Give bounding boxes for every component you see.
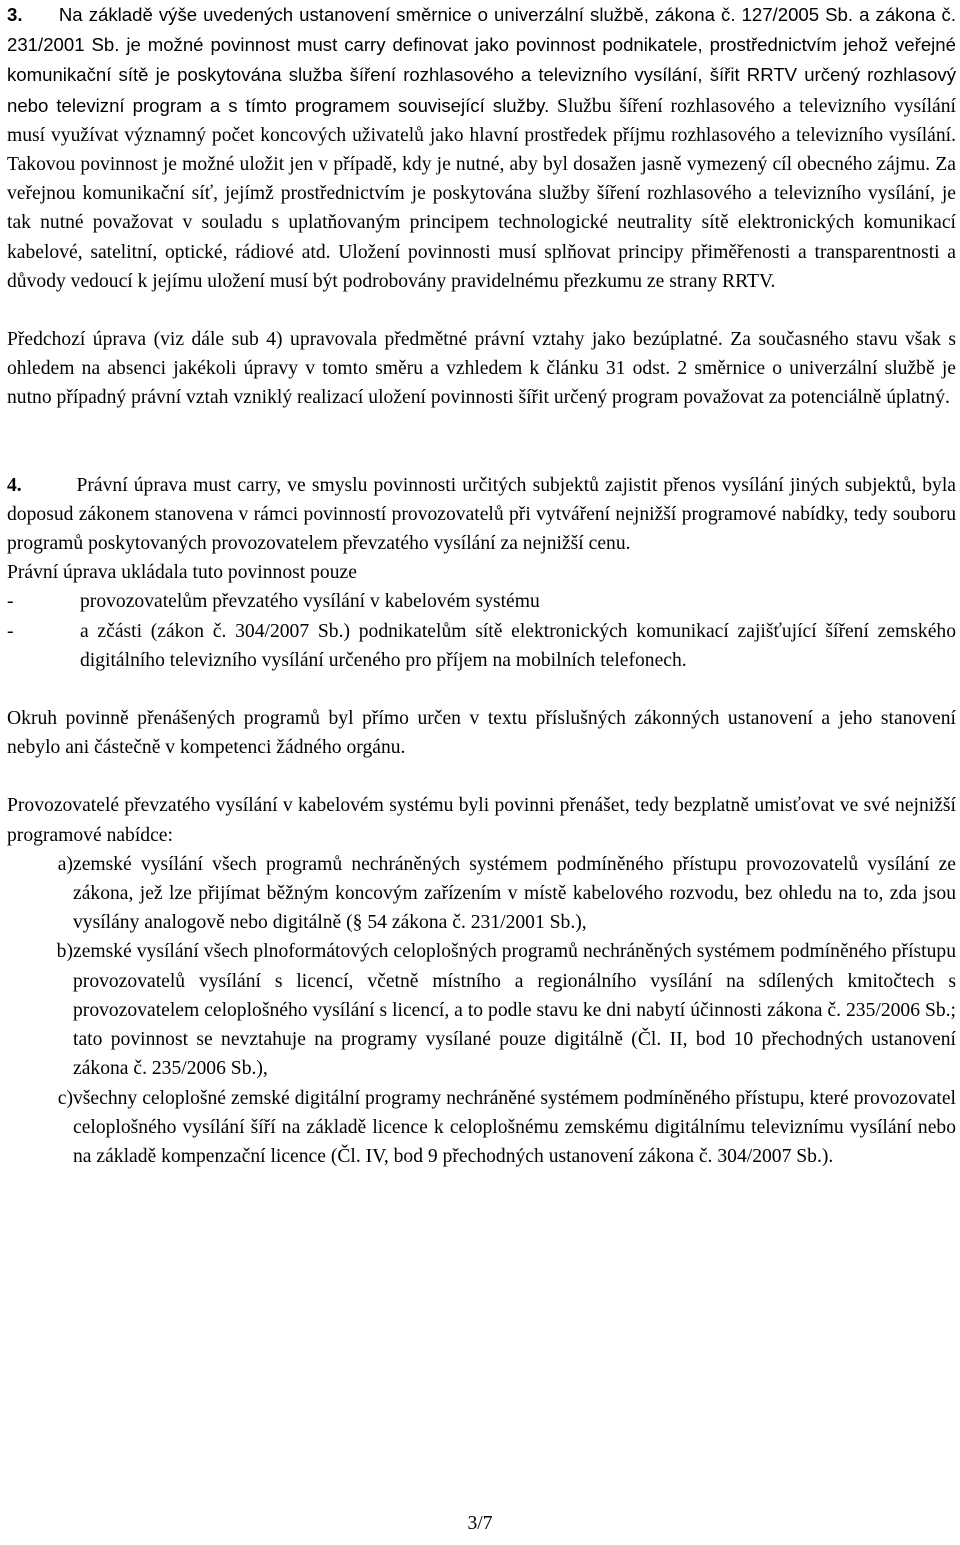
- section-4-list-intro: Právní úprava ukládala tuto povinnost pouze: [7, 562, 357, 584]
- list-item-text: zemské vysílání všech plnoformátových celoplošných programů nechráněných systémem podmíněného přístupu provozovatelů vysílání s licencí, včetně místního a regionálního vysílání na sdílených kmitočtech s provozovatelem celoplošného vysílání s licencí, a to podle stavu ke dni nabytí účinnosti zákona č. 235/2006 Sb.; tato povinnost se nevztahuje na programy vysílané pouze digitálně (Čl. II, bod 10 přechodných ustanovení zákona č. 235/2006 Sb.),: [73, 941, 956, 1080]
- list-item-text: a zčásti (zákon č. 304/2007 Sb.) podnikatelům sítě elektronických komunikací zajišťující šíření zemského digitálního televizního vysílání určeného pro příjem na mobilních telefonech.: [80, 620, 956, 671]
- section-3-serif-text-2: Za veřejnou komunikační síť, jejímž prostřednictvím je poskytována služby šíření rozhlasového a televizního vysílání, je tak nutné považovat v souladu s uplatňovaným principem technologické neutrality sítě elektronických komunikací kabelové, satelitní, optické, rádiové atd. Uložení povinnosti musí splňovat principy přiměřenosti a transparentnosti a důvody vedoucí k jejímu uložení musí být podrobovány pravidelnému přezkumu ze strany RRTV.: [7, 154, 956, 292]
- list-item-text: všechny celoplošné zemské digitální programy nechráněné systémem podmíněného přístupu, které provozovatel celoplošného vysílání šíří na základě licence k celoplošnému zemskému digitálnímu televiznímu vysílání nebo na základě kompenzační licence (Čl. IV, bod 9 přechodných ustanovení zákona č. 304/2007 Sb.).: [73, 1087, 956, 1167]
- section-4-intro: [7, 471, 956, 559]
- list-marker: -: [7, 591, 14, 613]
- list-marker: -: [7, 620, 14, 642]
- list-marker: b): [56, 941, 73, 963]
- section-4-number: 4.: [7, 474, 22, 496]
- section-4-intro-text: Právní úprava must carry, ve smyslu povinnosti určitých subjektů zajistit přenos vysílání jiných subjektů, byla doposud zákonem stanovena v rámci povinností provozovatelů při vytváření nejnižší programové nabídky, tedy souboru programů poskytovaných provozovatelem převzatého vysílání za nejnižší cenu.: [7, 474, 956, 555]
- page-number: 3/7: [467, 1513, 493, 1534]
- section-3-serif-text: Službu šíření rozhlasového a televizního vysílání musí využívat významný počet koncových uživatelů jako hlavní prostředek příjmu rozhlasového a televizního vysílání. Takovou povinnost je možné uložit jen v případě, kdy je nutné, aby byl dosažen jasně vymezený cíl obecného zájmu.: [7, 95, 956, 176]
- list-item-text: provozovatelům převzatého vysílání v kabelovém systému: [80, 591, 540, 613]
- list-item: [7, 587, 956, 616]
- list-item: [7, 617, 956, 675]
- list-marker: c): [57, 1087, 73, 1109]
- dash-list: [7, 587, 956, 675]
- list-item: [7, 850, 956, 938]
- alpha-list: [7, 850, 956, 1171]
- list-marker: a): [57, 853, 73, 875]
- list-item-text: zemské vysílání všech programů nechráněných systémem podmíněného přístupu provozovatelů vysílání ze zákona, jež lze přijímat běžným koncovým zařízením v místě kabelového rozvodu, bez ohledu na to, zda jsou vysílány analogově nebo digitálně (§ 54 zákona č. 231/2001 Sb.),: [73, 853, 956, 934]
- list-item: [7, 1084, 956, 1172]
- section-3-paragraph-2: Předchozí úprava (viz dále sub 4) upravovala předmětné právní vztahy jako bezúplatné. Za současného stavu však s ohledem na absenci jakékoli úpravy v tomto směru a vzhledem k článku 31 odst. 2 směrnice o univerzální službě je nutno případný právní vztah vzniklý realizací uložení povinnosti šířit určený program považovat za potenciálně úplatný.: [7, 329, 956, 409]
- list-item: [7, 937, 956, 1083]
- section-4-cable-paragraph: Provozovatelé převzatého vysílání v kabelovém systému byli povinni přenášet, tedy bezplatně umisťovat ve své nejnižší programové nabídce:: [7, 795, 956, 846]
- section-3-number: 3.: [7, 4, 23, 25]
- section-3-sans-text: Na základě výše uvedených ustanovení směrnice o univerzální službě, zákona č. 127/2005 Sb. a zákona č. 231/2001 Sb. je možné povinnost must carry definovat jako povinnost podnikatele, prostřednictvím jehož veřejné komunikační sítě je poskytována služba šíření rozhlasového a televizního vysílání, šířit RRTV určený rozhlasový nebo televizní program a s tímto programem související služby.: [7, 4, 956, 116]
- section-4-scope-paragraph: Okruh povinně přenášených programů byl přímo určen v textu příslušných zákonných ustanovení a jeho stanovení nebylo ani částečně v kompetenci žádného orgánu.: [7, 708, 956, 759]
- section-3-paragraph: [7, 0, 956, 296]
